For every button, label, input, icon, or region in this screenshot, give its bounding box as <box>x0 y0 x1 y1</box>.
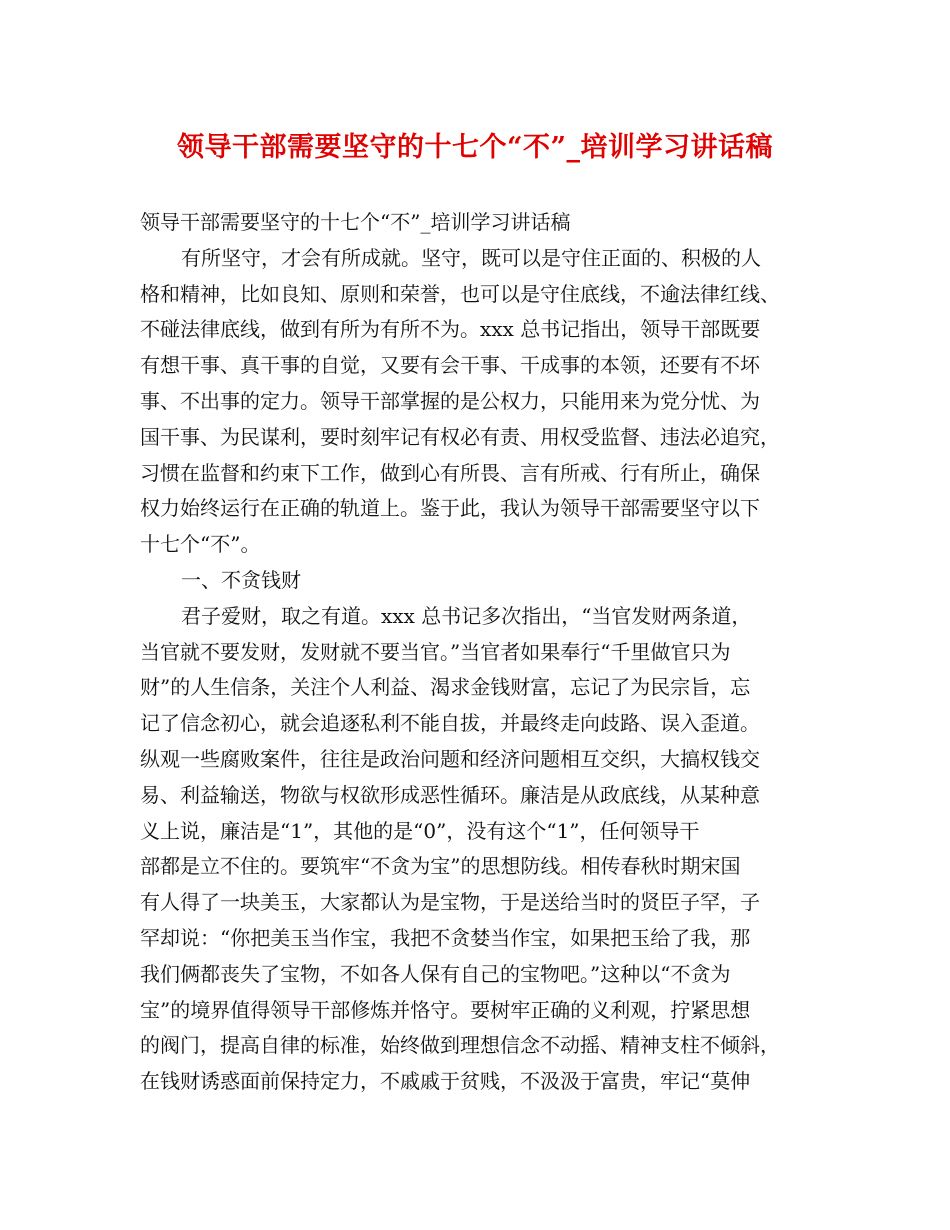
paragraph-line: 有所坚守，才会有所成就。坚守，既可以是守住正面的、积极的人 <box>181 245 761 270</box>
paragraph-line: 罕却说：“你把美玉当作宝，我把不贪婪当作宝，如果把玉给了我，那 <box>140 925 751 950</box>
paragraph-line: 宝”的境界值得领导干部修炼并恪守。要树牢正确的义利观，拧紧思想 <box>140 997 751 1022</box>
paragraph-line: 事、不出事的定力。领导干部掌握的是公权力，只能用来为党分忧、为 <box>140 388 760 413</box>
document-title: 领导干部需要坚守的十七个“不”_培训学习讲话稿 <box>176 132 774 163</box>
paragraph-line: 部都是立不住的。要筑牢“不贪为宝”的思想防线。相传春秋时期宋国 <box>140 854 741 879</box>
paragraph-line: 我们俩都丧失了宝物，不如各人保有自己的宝物吧。”这种以“不贪为 <box>140 961 731 986</box>
paragraph-line: 记了信念初心，就会追逐私利不能自拔，并最终走向歧路、误入歪道。 <box>140 711 760 736</box>
paragraph-line: 当官就不要发财，发财就不要当官。”当官者如果奉行“千里做官只为 <box>140 639 731 664</box>
paragraph-line: 纵观一些腐败案件，往往是政治问题和经济问题相互交织，大搞权钱交 <box>140 746 760 771</box>
paragraph-line: 君子爱财，取之有道。xxx 总书记多次指出，“当官发财两条道， <box>181 603 752 628</box>
paragraph-line: 义上说，廉洁是“1”，其他的是“0”，没有这个“1”，任何领导干 <box>140 818 700 843</box>
body-subtitle-line: 领导干部需要坚守的十七个“不”_培训学习讲话稿 <box>140 210 571 234</box>
section-heading: 一、不贪钱财 <box>181 567 301 592</box>
paragraph-line: 财”的人生信条，关注个人利益、渴求金钱财富，忘记了为民宗旨，忘 <box>140 675 751 700</box>
paragraph-line: 在钱财诱惑面前保持定力，不戚戚于贫贱，不汲汲于富贵，牢记“莫伸 <box>140 1069 751 1094</box>
paragraph-line: 权力始终运行在正确的轨道上。鉴于此，我认为领导干部需要坚守以下 <box>140 496 760 521</box>
paragraph-line: 有人得了一块美玉，大家都认为是宝物，于是送给当时的贤臣子罕，子 <box>140 890 760 915</box>
document-body <box>140 205 820 1100</box>
paragraph-line: 不碰法律底线，做到有所为有所不为。xxx 总书记指出，领导干部既要 <box>140 317 761 342</box>
paragraph-line: 的阀门，提高自律的标准，始终做到理想信念不动摇、精神支柱不倾斜， <box>140 1033 780 1058</box>
paragraph-line: 十七个“不”。 <box>140 532 261 557</box>
paragraph-line: 有想干事、真干事的自觉，又要有会干事、干成事的本领，还要有不坏 <box>140 353 760 378</box>
paragraph-line: 易、利益输送，物欲与权欲形成恶性循环。廉洁是从政底线，从某种意 <box>140 782 760 807</box>
paragraph-line: 国干事、为民谋利，要时刻牢记有权必有责、用权受监督、违法必追究， <box>140 424 780 449</box>
paragraph-line: 格和精神，比如良知、原则和荣誉，也可以是守住底线，不逾法律红线、 <box>140 281 780 306</box>
paragraph-line: 习惯在监督和约束下工作，做到心有所畏、言有所戒、行有所止，确保 <box>140 460 760 485</box>
